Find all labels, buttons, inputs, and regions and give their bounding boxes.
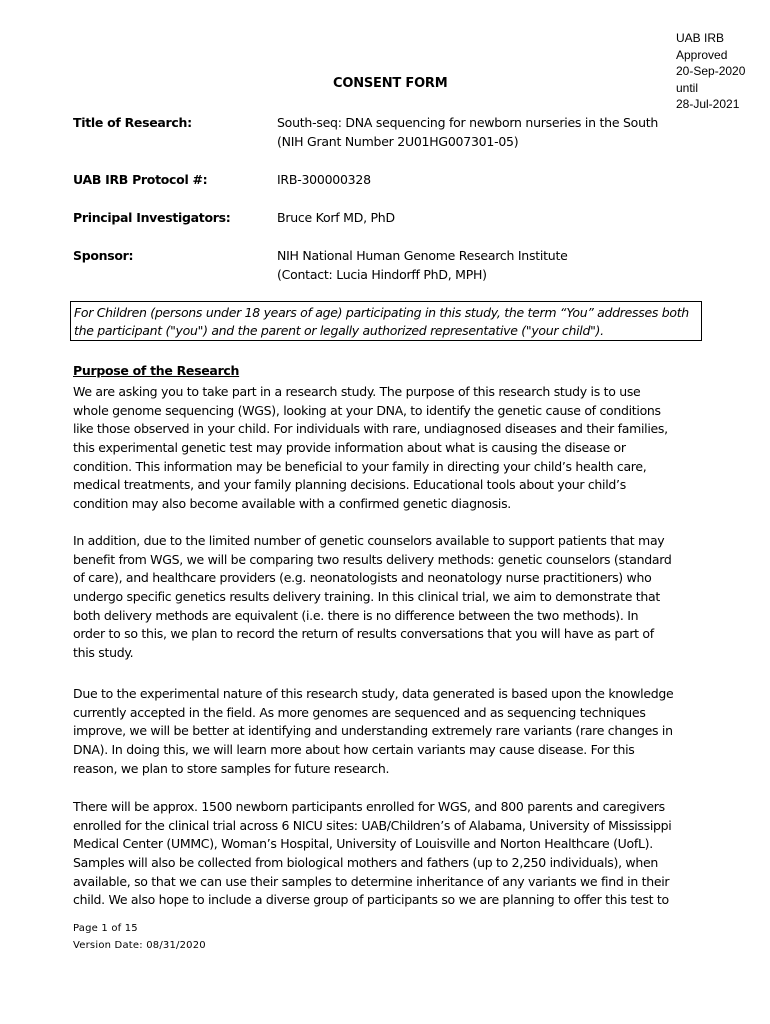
note-line: the participant ("you") and the parent or legally authorized representative ("your child").	[74, 323, 604, 338]
investigators-value: Bruce Korf MD, PhD	[277, 210, 395, 225]
paragraph-line: order to so this, we plan to record the return of results conversations that you will have as part of	[73, 626, 654, 642]
paragraph-line: medical treatments, and your family planning decisions. Educational tools about your child’s	[73, 477, 626, 493]
paragraph-line: condition may also become available with a confirmed genetic diagnosis.	[73, 495, 511, 511]
paragraph-line: Medical Center (UMMC), Woman’s Hospital, University of Louisville and Norton Healthcare (UofL).	[73, 836, 653, 852]
paragraph-line: this experimental genetic test may provide information about what is causing the disease or	[73, 439, 626, 455]
children-note-box	[70, 301, 702, 341]
paragraph-line: In addition, due to the limited number of genetic counselors available to support patients that may	[73, 533, 665, 548]
paragraph-line: whole genome sequencing (WGS), looking at your DNA, to identify the genetic cause of conditions	[73, 402, 661, 418]
paragraph-line: There will be approx. 1500 newborn participants enrolled for WGS, and 800 parents and caregivers	[73, 799, 665, 814]
purpose-paragraph-2	[73, 532, 713, 663]
purpose-paragraph-3	[73, 685, 713, 778]
paragraph-line: currently accepted in the field. As more genomes are sequenced and as sequencing techniques	[73, 704, 646, 720]
stamp-line: UAB IRB	[676, 31, 725, 45]
note-line: For Children (persons under 18 years of age) participating in this study, the term “You” addresses both	[74, 305, 689, 320]
paragraph-line: available, so that we can use their samples to determine inheritance of any variants we find in their	[73, 873, 670, 889]
stamp-line: 28-Jul-2021	[676, 97, 740, 111]
page-number: Page 1 of 15	[73, 923, 138, 934]
sponsor-value	[277, 247, 568, 284]
form-title: CONSENT FORM	[333, 76, 448, 91]
page-footer	[73, 921, 206, 954]
paragraph-line: Samples will also be collected from biological mothers and fathers (up to 2,250 individuals), when	[73, 854, 658, 870]
grant-number-line: (NIH Grant Number 2U01HG007301-05)	[277, 133, 519, 149]
protocol-value: IRB-300000328	[277, 172, 371, 187]
sponsor-name-line: NIH National Human Genome Research Institute	[277, 248, 568, 263]
paragraph-line: enrolled for the clinical trial across 6 NICU sites: UAB/Children’s of Alabama, University of Mississippi	[73, 817, 672, 833]
paragraph-line: of care), and healthcare providers (e.g. neonatologists and neonatology nurse practitioners) who	[73, 570, 652, 586]
paragraph-line: reason, we plan to store samples for future research.	[73, 760, 390, 776]
version-date: Version Date: 08/31/2020	[73, 939, 206, 951]
protocol-label: UAB IRB Protocol #:	[73, 172, 208, 187]
sponsor-contact-line: (Contact: Lucia Hindorff PhD, MPH)	[277, 266, 487, 282]
paragraph-line: Due to the experimental nature of this research study, data generated is based upon the knowledge	[73, 686, 674, 701]
irb-approval-stamp	[676, 30, 745, 113]
title-of-research-value	[277, 114, 658, 151]
investigators-label: Principal Investigators:	[73, 210, 231, 225]
paragraph-line: this study.	[73, 644, 134, 660]
paragraph-line: both delivery methods are equivalent (i.e. there is no difference between the two methods). In	[73, 607, 639, 623]
paragraph-line: condition. This information may be beneficial to your family in directing your child’s health care,	[73, 458, 647, 474]
purpose-paragraph-4	[73, 798, 713, 910]
purpose-paragraph-1	[73, 383, 713, 514]
paragraph-line: child. We also hope to include a diverse group of participants so we are planning to offer this test to	[73, 892, 669, 908]
title-of-research-line: South-seq: DNA sequencing for newborn nurseries in the South	[277, 115, 659, 130]
paragraph-line: like those observed in your child. For individuals with rare, undiagnosed diseases and their families,	[73, 421, 668, 437]
sponsor-label: Sponsor:	[73, 248, 134, 263]
paragraph-line: We are asking you to take part in a research study. The purpose of this research study is to use	[73, 384, 641, 399]
stamp-line: until	[676, 80, 699, 95]
stamp-line: Approved	[676, 47, 728, 62]
paragraph-line: DNA). In doing this, we will learn more about how certain variants may cause disease. For this	[73, 741, 635, 757]
paragraph-line: improve, we will be better at identifying and understanding extremely rare variants (rare changes in	[73, 723, 673, 739]
purpose-heading: Purpose of the Research	[73, 363, 240, 378]
title-of-research-label: Title of Research:	[73, 115, 192, 130]
stamp-line: 20-Sep-2020	[676, 64, 746, 78]
paragraph-line: undergo specific genetics results delivery training. In this clinical trial, we aim to demonstrate that	[73, 588, 660, 604]
paragraph-line: benefit from WGS, we will be comparing two results delivery methods: genetic counselors (standard	[73, 551, 672, 567]
